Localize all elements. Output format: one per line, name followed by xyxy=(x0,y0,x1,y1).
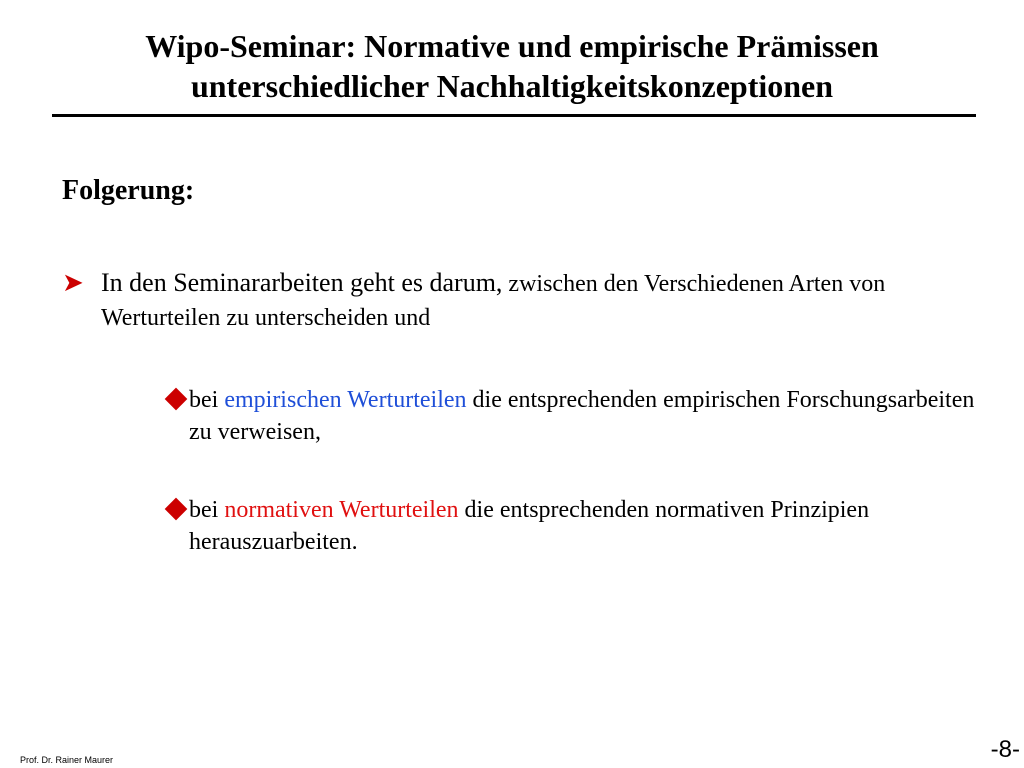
diamond-bullet-icon xyxy=(165,388,188,411)
footer-author: Prof. Dr. Rainer Maurer xyxy=(20,755,114,765)
slide-title-line-2: unterschiedlicher Nachhaltigkeitskonzeptionen xyxy=(190,68,834,104)
sub-bullet-normative xyxy=(189,494,989,558)
page-number: -8- xyxy=(990,736,1020,763)
slide-title xyxy=(0,26,1024,106)
sub-bullet-prefix: bei xyxy=(189,387,225,413)
title-divider xyxy=(52,114,976,117)
normative-highlight: normativen Werturteilen xyxy=(224,497,459,523)
sub-bullet-rest: die entsprechenden normativen Prinzipien herauszuarbeiten. xyxy=(189,497,870,555)
section-heading: Folgerung: xyxy=(62,175,195,206)
empirical-highlight: empirischen Werturteilen xyxy=(224,387,467,413)
arrow-bullet-icon: ➤ xyxy=(62,268,84,297)
main-bullet-rest: zwischen den Verschiedenen Arten von Werturteilen zu unterscheiden und xyxy=(101,271,886,331)
slide-title-line-1: Wipo-Seminar: Normative und empirische Prämissen xyxy=(145,28,879,64)
sub-bullet-empirical xyxy=(189,384,989,448)
sub-bullet-rest: die entsprechenden empirischen Forschungsarbeiten zu verweisen, xyxy=(189,387,975,445)
sub-bullet-prefix: bei xyxy=(189,497,225,523)
diamond-bullet-icon xyxy=(165,498,188,521)
main-bullet-lead: In den Seminararbeiten geht es darum, xyxy=(101,268,503,297)
main-bullet-text xyxy=(101,266,1006,335)
